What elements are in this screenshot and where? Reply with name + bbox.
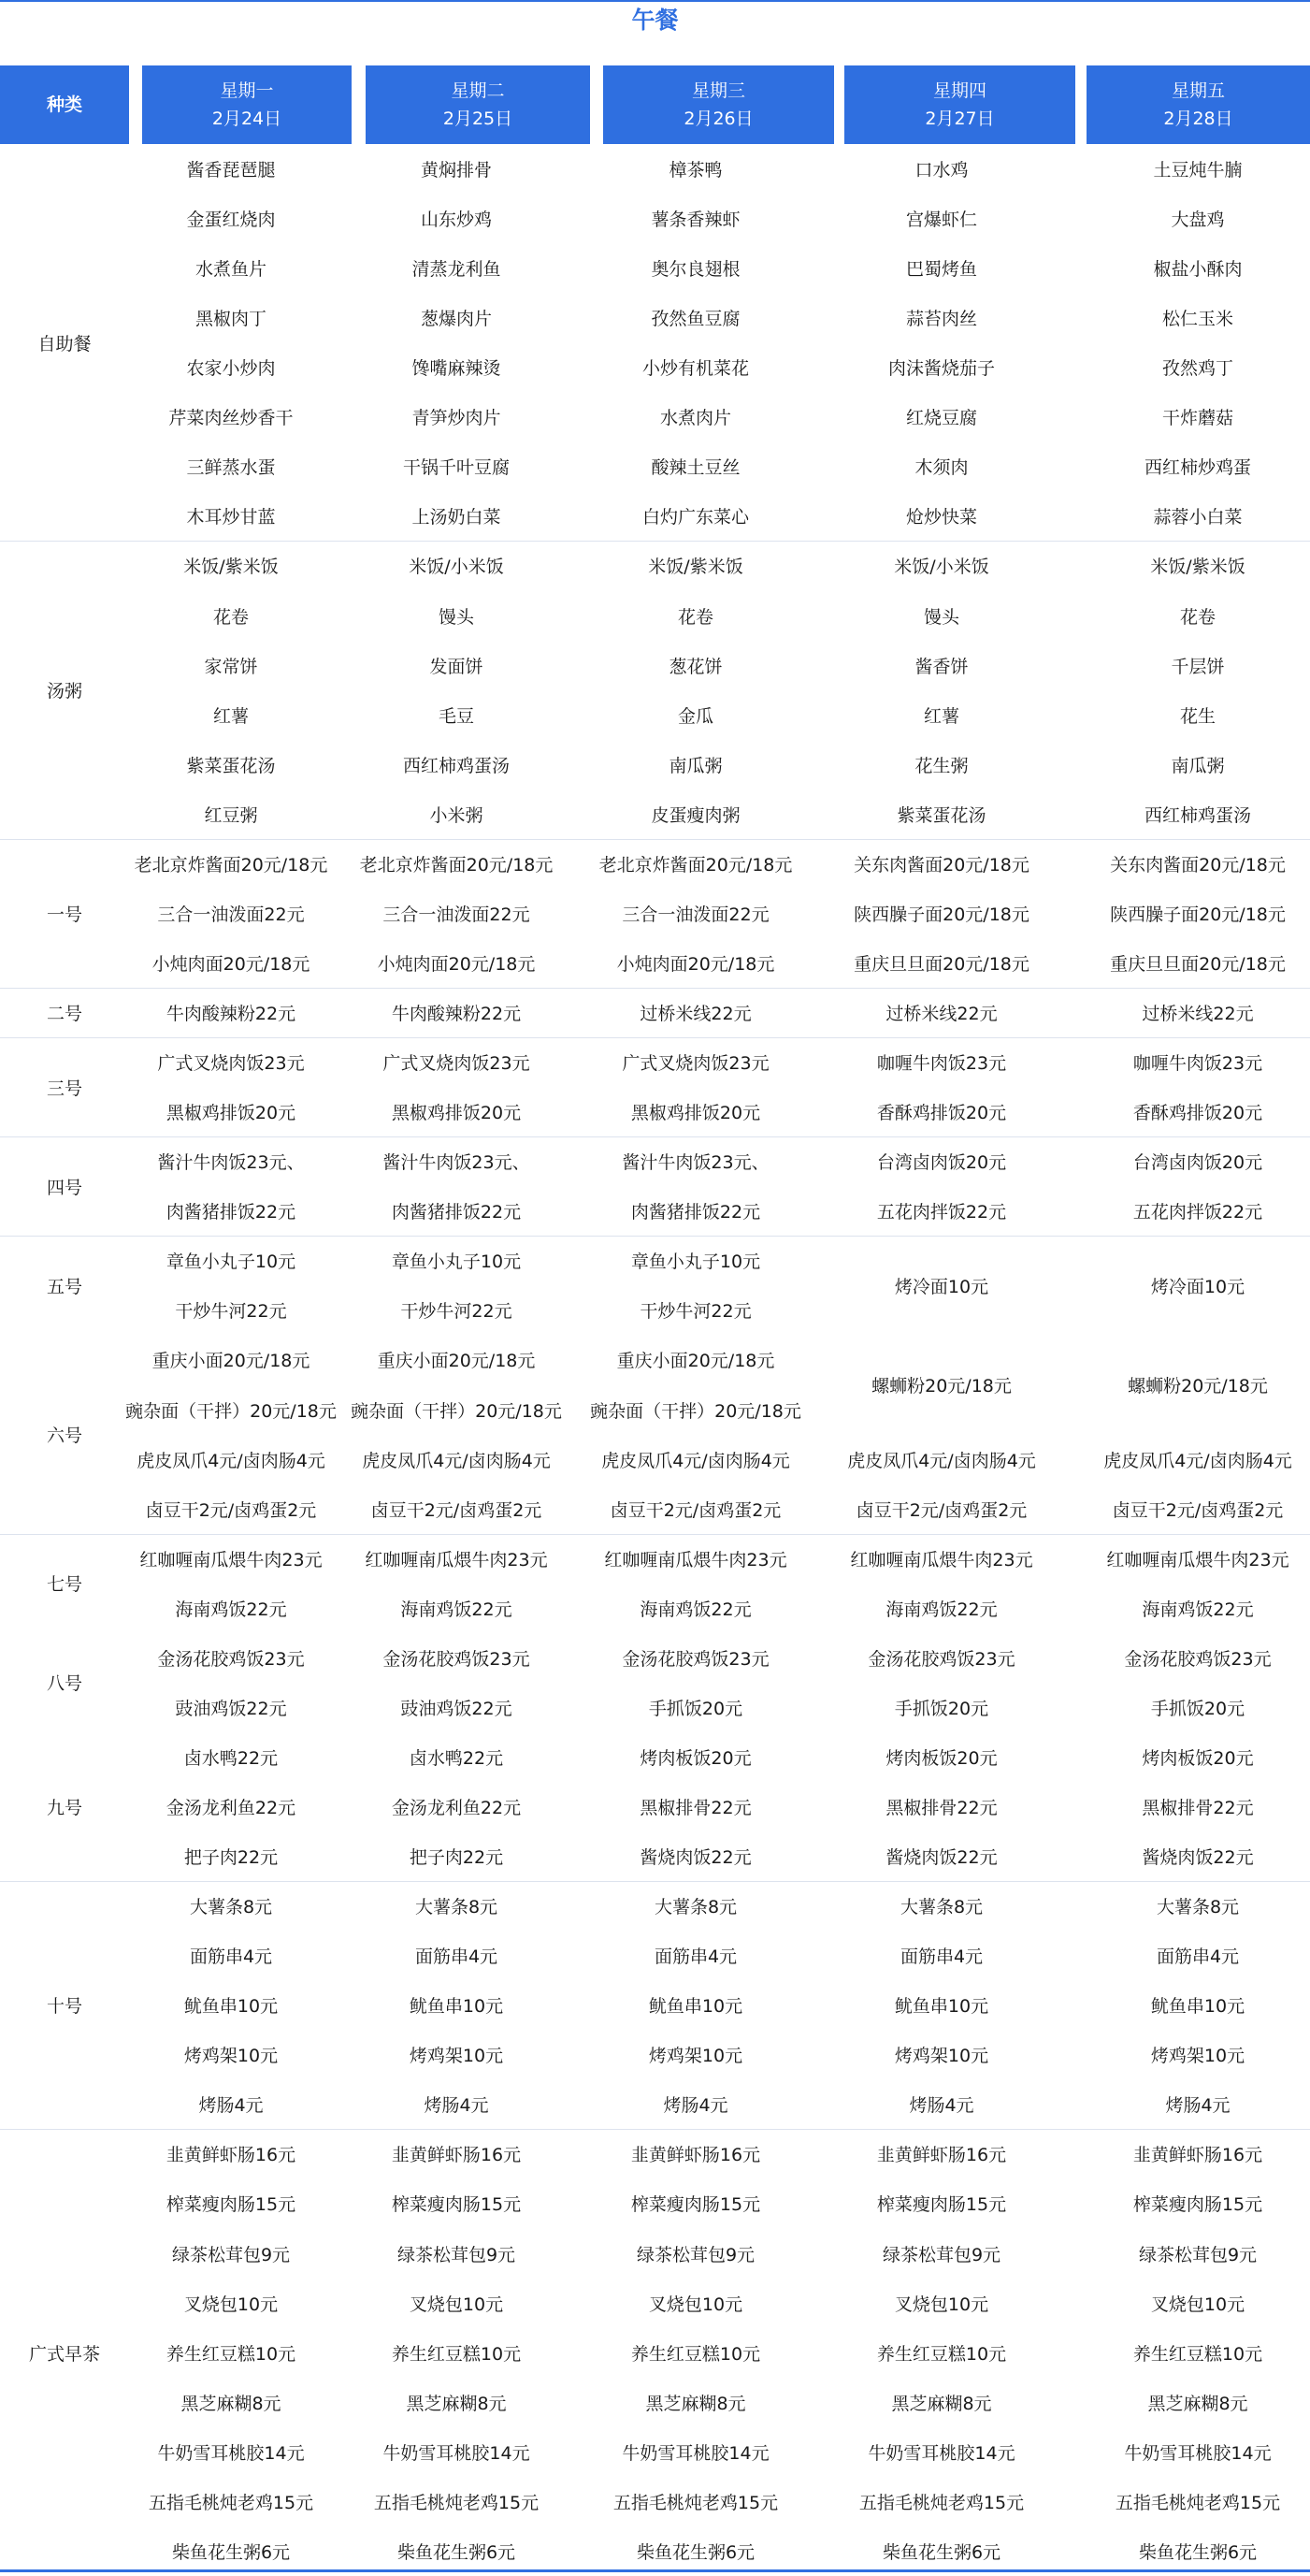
menu-cell: 鱿鱼串10元: [894, 1996, 989, 2018]
menu-cell: 虎皮凤爪4元/卤肉肠4元: [137, 1450, 325, 1471]
category-label: 二号: [46, 1004, 82, 1025]
menu-cell: 叉烧包10元: [1150, 2294, 1245, 2315]
menu-cell: 米饭/紫米饭: [648, 557, 743, 578]
menu-cell: 小米粥: [429, 804, 483, 826]
menu-cell: 烤冷面10元: [1150, 1276, 1245, 1297]
menu-cell: 家常饼: [204, 656, 258, 677]
menu-cell: 蒜苔肉丝: [905, 309, 977, 330]
menu-cell: 紫菜蛋花汤: [897, 804, 986, 826]
menu-cell: 芹菜肉丝炒香干: [168, 408, 294, 429]
menu-cell: 黑芝麻糊8元: [645, 2393, 746, 2414]
menu-cell: 大薯条8元: [654, 1897, 738, 1918]
menu-cell: 馒头: [438, 606, 474, 628]
menu-cell: 豌杂面（干拌）20元/18元: [351, 1400, 562, 1422]
menu-cell: 牛奶雪耳桃胶14元: [382, 2442, 530, 2464]
menu-cell: 卤豆干2元/卤鸡蛋2元: [145, 1499, 317, 1521]
menu-cell: 毛豆: [438, 705, 474, 727]
menu-cell: 巴蜀烤鱼: [905, 259, 977, 281]
menu-cell: 卤水鸭22元: [409, 1747, 504, 1769]
menu-cell: 鱿鱼串10元: [183, 1996, 279, 2018]
menu-cell: 香酥鸡排饭20元: [876, 1103, 1007, 1124]
menu-cell: 金汤花胶鸡饭23元: [157, 1648, 305, 1670]
header-weekday: 星期一: [220, 80, 274, 101]
menu-cell: 农家小炒肉: [186, 358, 276, 380]
menu-cell: 白灼广东菜心: [641, 507, 749, 528]
menu-cell: 大薯条8元: [414, 1897, 498, 1918]
menu-cell: 黄焖排骨: [420, 160, 492, 181]
menu-cell: 重庆小面20元/18元: [151, 1351, 310, 1372]
menu-cell: 咖喱牛肉饭23元: [1132, 1053, 1263, 1075]
menu-cell: 口水鸡: [914, 160, 969, 181]
menu-cell: 孜然鱼豆腐: [651, 309, 741, 330]
menu-cell: 大薯条8元: [1156, 1897, 1240, 1918]
menu-cell: 肉酱猪排饭22元: [166, 1202, 296, 1223]
menu-cell: 重庆小面20元/18元: [616, 1351, 775, 1372]
menu-cell: 小炒有机菜花: [641, 358, 749, 380]
menu-cell: 酱汁牛肉饭23元、: [622, 1152, 770, 1174]
menu-cell: 章鱼小丸子10元: [166, 1252, 296, 1273]
menu-cell: 养生红豆糕10元: [166, 2343, 296, 2365]
menu-cell: 水煮肉片: [659, 408, 731, 429]
menu-cell: 烤鸡架10元: [1150, 2046, 1245, 2067]
menu-cell: 大盘鸡: [1171, 210, 1225, 231]
category-label: 三号: [46, 1078, 82, 1099]
menu-cell: 柴鱼花生粥6元: [882, 2541, 1001, 2563]
menu-cell: 烤鸡架10元: [894, 2046, 989, 2067]
menu-cell: 花生: [1179, 705, 1216, 727]
menu-cell: 葱花饼: [669, 656, 723, 677]
menu-cell: 虎皮凤爪4元/卤肉肠4元: [847, 1450, 1036, 1471]
menu-cell: 海南鸡饭22元: [885, 1599, 998, 1620]
menu-cell: 面筋串4元: [654, 1946, 738, 1968]
menu-cell: 海南鸡饭22元: [400, 1599, 512, 1620]
menu-cell: 叉烧包10元: [183, 2294, 279, 2315]
category-label: 四号: [46, 1177, 82, 1198]
menu-cell: 韭黄鲜虾肠16元: [166, 2145, 296, 2166]
menu-cell: 葱爆肉片: [420, 309, 492, 330]
menu-cell: 土豆炖牛腩: [1153, 160, 1243, 181]
menu-cell: 豌杂面（干拌）20元/18元: [590, 1400, 801, 1422]
menu-cell: 小炖肉面20元/18元: [377, 953, 536, 975]
menu-cell: 烤肠4元: [663, 2095, 728, 2117]
category-label: 十号: [46, 1996, 82, 2018]
menu-cell: 五指毛桃炖老鸡15元: [373, 2492, 540, 2513]
menu-cell: 花生粥: [914, 755, 969, 776]
menu-cell: 米饭/紫米饭: [183, 557, 279, 578]
menu-cell: 陕西臊子面20元/18元: [854, 904, 1029, 925]
menu-cell: 三合一油泼面22元: [622, 904, 770, 925]
menu-cell: 把子肉22元: [183, 1847, 279, 1869]
menu-cell: 红薯: [212, 705, 249, 727]
menu-cell: 章鱼小丸子10元: [391, 1252, 522, 1273]
menu-cell: 养生红豆糕10元: [1132, 2343, 1263, 2365]
menu-cell: 过桥米线22元: [640, 1004, 752, 1025]
menu-cell: 黑椒鸡排饭20元: [166, 1103, 296, 1124]
menu-cell: 米饭/紫米饭: [1150, 557, 1245, 578]
menu-cell: 烤鸡架10元: [409, 2046, 504, 2067]
menu-cell: 养生红豆糕10元: [630, 2343, 761, 2365]
menu-cell: 韭黄鲜虾肠16元: [1132, 2145, 1263, 2166]
menu-cell: 把子肉22元: [409, 1847, 504, 1869]
menu-cell: 金瓜: [677, 705, 713, 727]
menu-cell: 薯条香辣虾: [651, 210, 741, 231]
menu-cell: 五指毛桃炖老鸡15元: [612, 2492, 779, 2513]
menu-cell: 干炸蘑菇: [1161, 408, 1233, 429]
menu-cell: 陕西臊子面20元/18元: [1110, 904, 1286, 925]
menu-cell: 手抓饭20元: [894, 1698, 989, 1719]
menu-cell: 柴鱼花生粥6元: [171, 2541, 291, 2563]
menu-cell: 干炒牛河22元: [175, 1301, 287, 1323]
menu-cell: 烤鸡架10元: [648, 2046, 743, 2067]
category-label: 汤粥: [46, 681, 82, 702]
menu-cell: 西红柿炒鸡蛋: [1144, 457, 1251, 479]
menu-cell: 烤肠4元: [424, 2095, 489, 2117]
menu-cell: 台湾卤肉饭20元: [876, 1152, 1007, 1174]
menu-cell: 酱烧肉饭22元: [885, 1847, 998, 1869]
header-date: 2月28日: [1163, 109, 1233, 129]
menu-cell: 西红柿鸡蛋汤: [402, 755, 510, 776]
menu-cell: 绿茶松茸包9元: [171, 2244, 291, 2265]
menu-cell: 榨菜瘦肉肠15元: [166, 2194, 296, 2216]
menu-cell: 小炖肉面20元/18元: [616, 953, 775, 975]
menu-cell: 松仁玉米: [1161, 309, 1233, 330]
menu-cell: 广式叉烧肉饭23元: [622, 1053, 770, 1075]
menu-cell: 西红柿鸡蛋汤: [1144, 804, 1251, 826]
menu-cell: 黑椒排骨22元: [885, 1797, 998, 1818]
menu-cell: 重庆小面20元/18元: [377, 1351, 536, 1372]
menu-cell: 宫爆虾仁: [905, 210, 977, 231]
menu-cell: 牛肉酸辣粉22元: [166, 1004, 296, 1025]
menu-cell: 五指毛桃炖老鸡15元: [858, 2492, 1025, 2513]
menu-cell: 大薯条8元: [900, 1897, 984, 1918]
menu-cell: 螺蛳粉20元/18元: [871, 1375, 1012, 1397]
menu-cell: 金汤龙利鱼22元: [391, 1797, 522, 1818]
menu-cell: 五花肉拌饭22元: [1132, 1202, 1263, 1223]
menu-cell: 金蛋红烧肉: [186, 210, 276, 231]
menu-cell: 红烧豆腐: [905, 408, 977, 429]
menu-cell: 米饭/小米饭: [894, 557, 989, 578]
menu-cell: 牛奶雪耳桃胶14元: [868, 2442, 1015, 2464]
menu-cell: 红咖喱南瓜煨牛肉23元: [850, 1549, 1033, 1570]
menu-cell: 花卷: [677, 606, 713, 628]
menu-cell: 椒盐小酥肉: [1153, 259, 1243, 281]
menu-cell: 三合一油泼面22元: [157, 904, 305, 925]
menu-cell: 馒头: [923, 606, 959, 628]
menu-cell: 卤豆干2元/卤鸡蛋2元: [610, 1499, 782, 1521]
menu-cell: 干锅千叶豆腐: [402, 457, 510, 479]
menu-cell: 米饭/小米饭: [409, 557, 504, 578]
menu-cell: 韭黄鲜虾肠16元: [391, 2145, 522, 2166]
menu-cell: 卤豆干2元/卤鸡蛋2元: [856, 1499, 1028, 1521]
menu-cell: 花卷: [1179, 606, 1216, 628]
menu-cell: 黑椒鸡排饭20元: [391, 1103, 522, 1124]
menu-cell: 面筋串4元: [900, 1946, 984, 1968]
menu-cell: 养生红豆糕10元: [876, 2343, 1007, 2365]
menu-cell: 榨菜瘦肉肠15元: [1132, 2194, 1263, 2216]
menu-cell: 绿茶松茸包9元: [636, 2244, 756, 2265]
menu-cell: 榨菜瘦肉肠15元: [876, 2194, 1007, 2216]
category-label: 八号: [46, 1673, 82, 1695]
menu-cell: 酱汁牛肉饭23元、: [382, 1152, 530, 1174]
menu-cell: 面筋串4元: [189, 1946, 273, 1968]
menu-cell: 榨菜瘦肉肠15元: [391, 2194, 522, 2216]
menu-cell: 金汤龙利鱼22元: [166, 1797, 296, 1818]
menu-cell: 红咖喱南瓜煨牛肉23元: [139, 1549, 323, 1570]
menu-cell: 孜然鸡丁: [1161, 358, 1233, 380]
menu-cell: 奥尔良翅根: [651, 259, 741, 281]
menu-cell: 馋嘴麻辣烫: [411, 358, 501, 380]
menu-cell: 红咖喱南瓜煨牛肉23元: [1106, 1549, 1289, 1570]
menu-cell: 烤冷面10元: [894, 1276, 989, 1297]
category-label: 自助餐: [37, 333, 92, 355]
menu-cell: 酸辣土豆丝: [651, 457, 741, 479]
menu-cell: 烤肉板饭20元: [885, 1747, 998, 1769]
menu-cell: 叉烧包10元: [648, 2294, 743, 2315]
menu-cell: 黑椒排骨22元: [640, 1797, 752, 1818]
menu-cell: 金汤花胶鸡饭23元: [1124, 1648, 1272, 1670]
menu-cell: 鱿鱼串10元: [648, 1996, 743, 2018]
menu-cell: 金汤花胶鸡饭23元: [382, 1648, 530, 1670]
menu-cell: 南瓜粥: [669, 755, 723, 776]
header-day: [1087, 65, 1310, 144]
menu-cell: 豌杂面（干拌）20元/18元: [125, 1400, 337, 1422]
menu-cell: 干炒牛河22元: [640, 1301, 752, 1323]
menu-cell: 过桥米线22元: [1142, 1004, 1254, 1025]
menu-cell: 南瓜粥: [1171, 755, 1225, 776]
page-title: 午餐: [631, 7, 679, 34]
menu-cell: 老北京炸酱面20元/18元: [359, 854, 554, 876]
menu-cell: 榨菜瘦肉肠15元: [630, 2194, 761, 2216]
menu-cell: 面筋串4元: [414, 1946, 498, 1968]
menu-cell: 千层饼: [1171, 656, 1225, 677]
menu-cell: 五指毛桃炖老鸡15元: [1115, 2492, 1281, 2513]
menu-cell: 卤豆干2元/卤鸡蛋2元: [1112, 1499, 1284, 1521]
menu-cell: 广式叉烧肉饭23元: [157, 1053, 305, 1075]
menu-cell: 韭黄鲜虾肠16元: [630, 2145, 761, 2166]
menu-cell: 手抓饭20元: [648, 1698, 743, 1719]
menu-cell: 香酥鸡排饭20元: [1132, 1103, 1263, 1124]
header-day: [142, 65, 352, 144]
menu-cell: 五花肉拌饭22元: [876, 1202, 1007, 1223]
menu-cell: 面筋串4元: [1156, 1946, 1240, 1968]
menu-cell: 黑椒排骨22元: [1142, 1797, 1254, 1818]
menu-cell: 柴鱼花生粥6元: [1138, 2541, 1258, 2563]
menu-cell: 酱汁牛肉饭23元、: [157, 1152, 305, 1174]
menu-cell: 牛奶雪耳桃胶14元: [622, 2442, 770, 2464]
menu-cell: 豉油鸡饭22元: [400, 1698, 512, 1719]
header-weekday: 星期三: [691, 80, 745, 101]
menu-cell: 金汤花胶鸡饭23元: [622, 1648, 770, 1670]
bottom-border: [0, 2569, 1310, 2572]
menu-cell: 烤肠4元: [1165, 2095, 1231, 2117]
header-weekday: 星期二: [451, 80, 505, 101]
menu-cell: 红咖喱南瓜煨牛肉23元: [365, 1549, 548, 1570]
menu-cell: 海南鸡饭22元: [1142, 1599, 1254, 1620]
menu-cell: 台湾卤肉饭20元: [1132, 1152, 1263, 1174]
menu-cell: 酱香琵琶腿: [186, 160, 276, 181]
header-category: 种类: [0, 65, 129, 144]
menu-cell: 卤水鸭22元: [183, 1747, 279, 1769]
menu-cell: 肉酱猪排饭22元: [391, 1202, 522, 1223]
menu-cell: 柴鱼花生粥6元: [636, 2541, 756, 2563]
menu-cell: 红薯: [923, 705, 959, 727]
category-label: 广式早茶: [28, 2343, 100, 2365]
category-label: 九号: [46, 1797, 82, 1818]
menu-cell: 金汤花胶鸡饭23元: [868, 1648, 1015, 1670]
menu-cell: 红豆粥: [204, 804, 258, 826]
menu-cell: 清蒸龙利鱼: [411, 259, 501, 281]
menu-cell: 绿茶松茸包9元: [1138, 2244, 1258, 2265]
header-date: 2月27日: [925, 109, 995, 129]
menu-cell: 大薯条8元: [189, 1897, 273, 1918]
menu-cell: 山东炒鸡: [420, 210, 492, 231]
menu-cell: 鱿鱼串10元: [409, 1996, 504, 2018]
menu-cell: 黑芝麻糊8元: [891, 2393, 992, 2414]
menu-cell: 虎皮凤爪4元/卤肉肠4元: [601, 1450, 790, 1471]
menu-cell: 叉烧包10元: [894, 2294, 989, 2315]
header-date: 2月25日: [442, 109, 513, 129]
menu-cell: 酱烧肉饭22元: [640, 1847, 752, 1869]
menu-cell: 烤肉板饭20元: [1142, 1747, 1254, 1769]
menu-cell: 红咖喱南瓜煨牛肉23元: [604, 1549, 787, 1570]
menu-cell: 水煮鱼片: [194, 259, 266, 281]
menu-cell: 养生红豆糕10元: [391, 2343, 522, 2365]
category-label: 一号: [46, 904, 82, 925]
menu-cell: 黑椒肉丁: [194, 309, 266, 330]
menu-cell: 肉酱猪排饭22元: [630, 1202, 761, 1223]
header-date: 2月24日: [211, 109, 282, 129]
menu-cell: 五指毛桃炖老鸡15元: [148, 2492, 314, 2513]
menu-cell: 章鱼小丸子10元: [630, 1252, 761, 1273]
header-day: [603, 65, 834, 144]
menu-cell: 樟茶鸭: [669, 160, 723, 181]
menu-cell: 炝炒快菜: [905, 507, 977, 528]
menu-cell: 三合一油泼面22元: [382, 904, 530, 925]
menu-cell: 烤肉板饭20元: [640, 1747, 752, 1769]
menu-cell: 牛奶雪耳桃胶14元: [157, 2442, 305, 2464]
menu-cell: 酱香饼: [914, 656, 969, 677]
menu-cell: 关东肉酱面20元/18元: [1110, 854, 1286, 876]
menu-cell: 酱烧肉饭22元: [1142, 1847, 1254, 1869]
menu-cell: 上汤奶白菜: [411, 507, 501, 528]
header-weekday: 星期五: [1171, 80, 1225, 101]
menu-cell: 老北京炸酱面20元/18元: [134, 854, 328, 876]
menu-cell: 小炖肉面20元/18元: [151, 953, 310, 975]
menu-cell: 韭黄鲜虾肠16元: [876, 2145, 1007, 2166]
menu-cell: 发面饼: [429, 656, 483, 677]
header-weekday: 星期四: [932, 80, 986, 101]
menu-cell: 木须肉: [914, 457, 969, 479]
menu-cell: 咖喱牛肉饭23元: [876, 1053, 1007, 1075]
menu-cell: 黑椒鸡排饭20元: [630, 1103, 761, 1124]
menu-cell: 干炒牛河22元: [400, 1301, 512, 1323]
menu-cell: 关东肉酱面20元/18元: [854, 854, 1029, 876]
menu-cell: 黑芝麻糊8元: [1147, 2393, 1248, 2414]
category-label: 六号: [46, 1425, 82, 1447]
header-date: 2月26日: [684, 109, 754, 129]
menu-cell: 烤肠4元: [198, 2095, 264, 2117]
category-label: 七号: [46, 1574, 82, 1596]
menu-cell: 过桥米线22元: [885, 1004, 998, 1025]
menu-cell: 绿茶松茸包9元: [882, 2244, 1001, 2265]
menu-cell: 海南鸡饭22元: [640, 1599, 752, 1620]
menu-cell: 青笋炒肉片: [411, 408, 501, 429]
menu-cell: 蒜蓉小白菜: [1153, 507, 1243, 528]
menu-cell: 皮蛋瘦肉粥: [651, 804, 741, 826]
menu-cell: 鱿鱼串10元: [1150, 1996, 1245, 2018]
menu-cell: 绿茶松茸包9元: [396, 2244, 516, 2265]
menu-cell: 柴鱼花生粥6元: [396, 2541, 516, 2563]
header-day: [844, 65, 1075, 144]
menu-cell: 黑芝麻糊8元: [180, 2393, 281, 2414]
menu-cell: 牛奶雪耳桃胶14元: [1124, 2442, 1272, 2464]
menu-cell: 牛肉酸辣粉22元: [391, 1004, 522, 1025]
menu-cell: 紫菜蛋花汤: [186, 755, 276, 776]
menu-cell: 三鲜蒸水蛋: [186, 457, 276, 479]
menu-cell: 广式叉烧肉饭23元: [382, 1053, 530, 1075]
menu-cell: 豉油鸡饭22元: [175, 1698, 287, 1719]
menu-cell: 烤鸡架10元: [183, 2046, 279, 2067]
menu-cell: 老北京炸酱面20元/18元: [598, 854, 793, 876]
menu-cell: 海南鸡饭22元: [175, 1599, 287, 1620]
header-day: [366, 65, 590, 144]
menu-cell: 重庆旦旦面20元/18元: [854, 953, 1029, 975]
category-label: 五号: [46, 1276, 82, 1297]
menu-cell: 卤豆干2元/卤鸡蛋2元: [370, 1499, 542, 1521]
menu-cell: 肉沫酱烧茄子: [887, 358, 995, 380]
menu-cell: 木耳炒甘蓝: [186, 507, 276, 528]
menu-cell: 虎皮凤爪4元/卤肉肠4元: [362, 1450, 551, 1471]
menu-cell: 手抓饭20元: [1150, 1698, 1245, 1719]
menu-cell: 黑芝麻糊8元: [406, 2393, 507, 2414]
menu-cell: 叉烧包10元: [409, 2294, 504, 2315]
menu-cell: 重庆旦旦面20元/18元: [1110, 953, 1286, 975]
menu-cell: 螺蛳粉20元/18元: [1128, 1375, 1268, 1397]
menu-cell: 虎皮凤爪4元/卤肉肠4元: [1103, 1450, 1292, 1471]
menu-cell: 花卷: [212, 606, 249, 628]
menu-cell: 烤肠4元: [909, 2095, 974, 2117]
